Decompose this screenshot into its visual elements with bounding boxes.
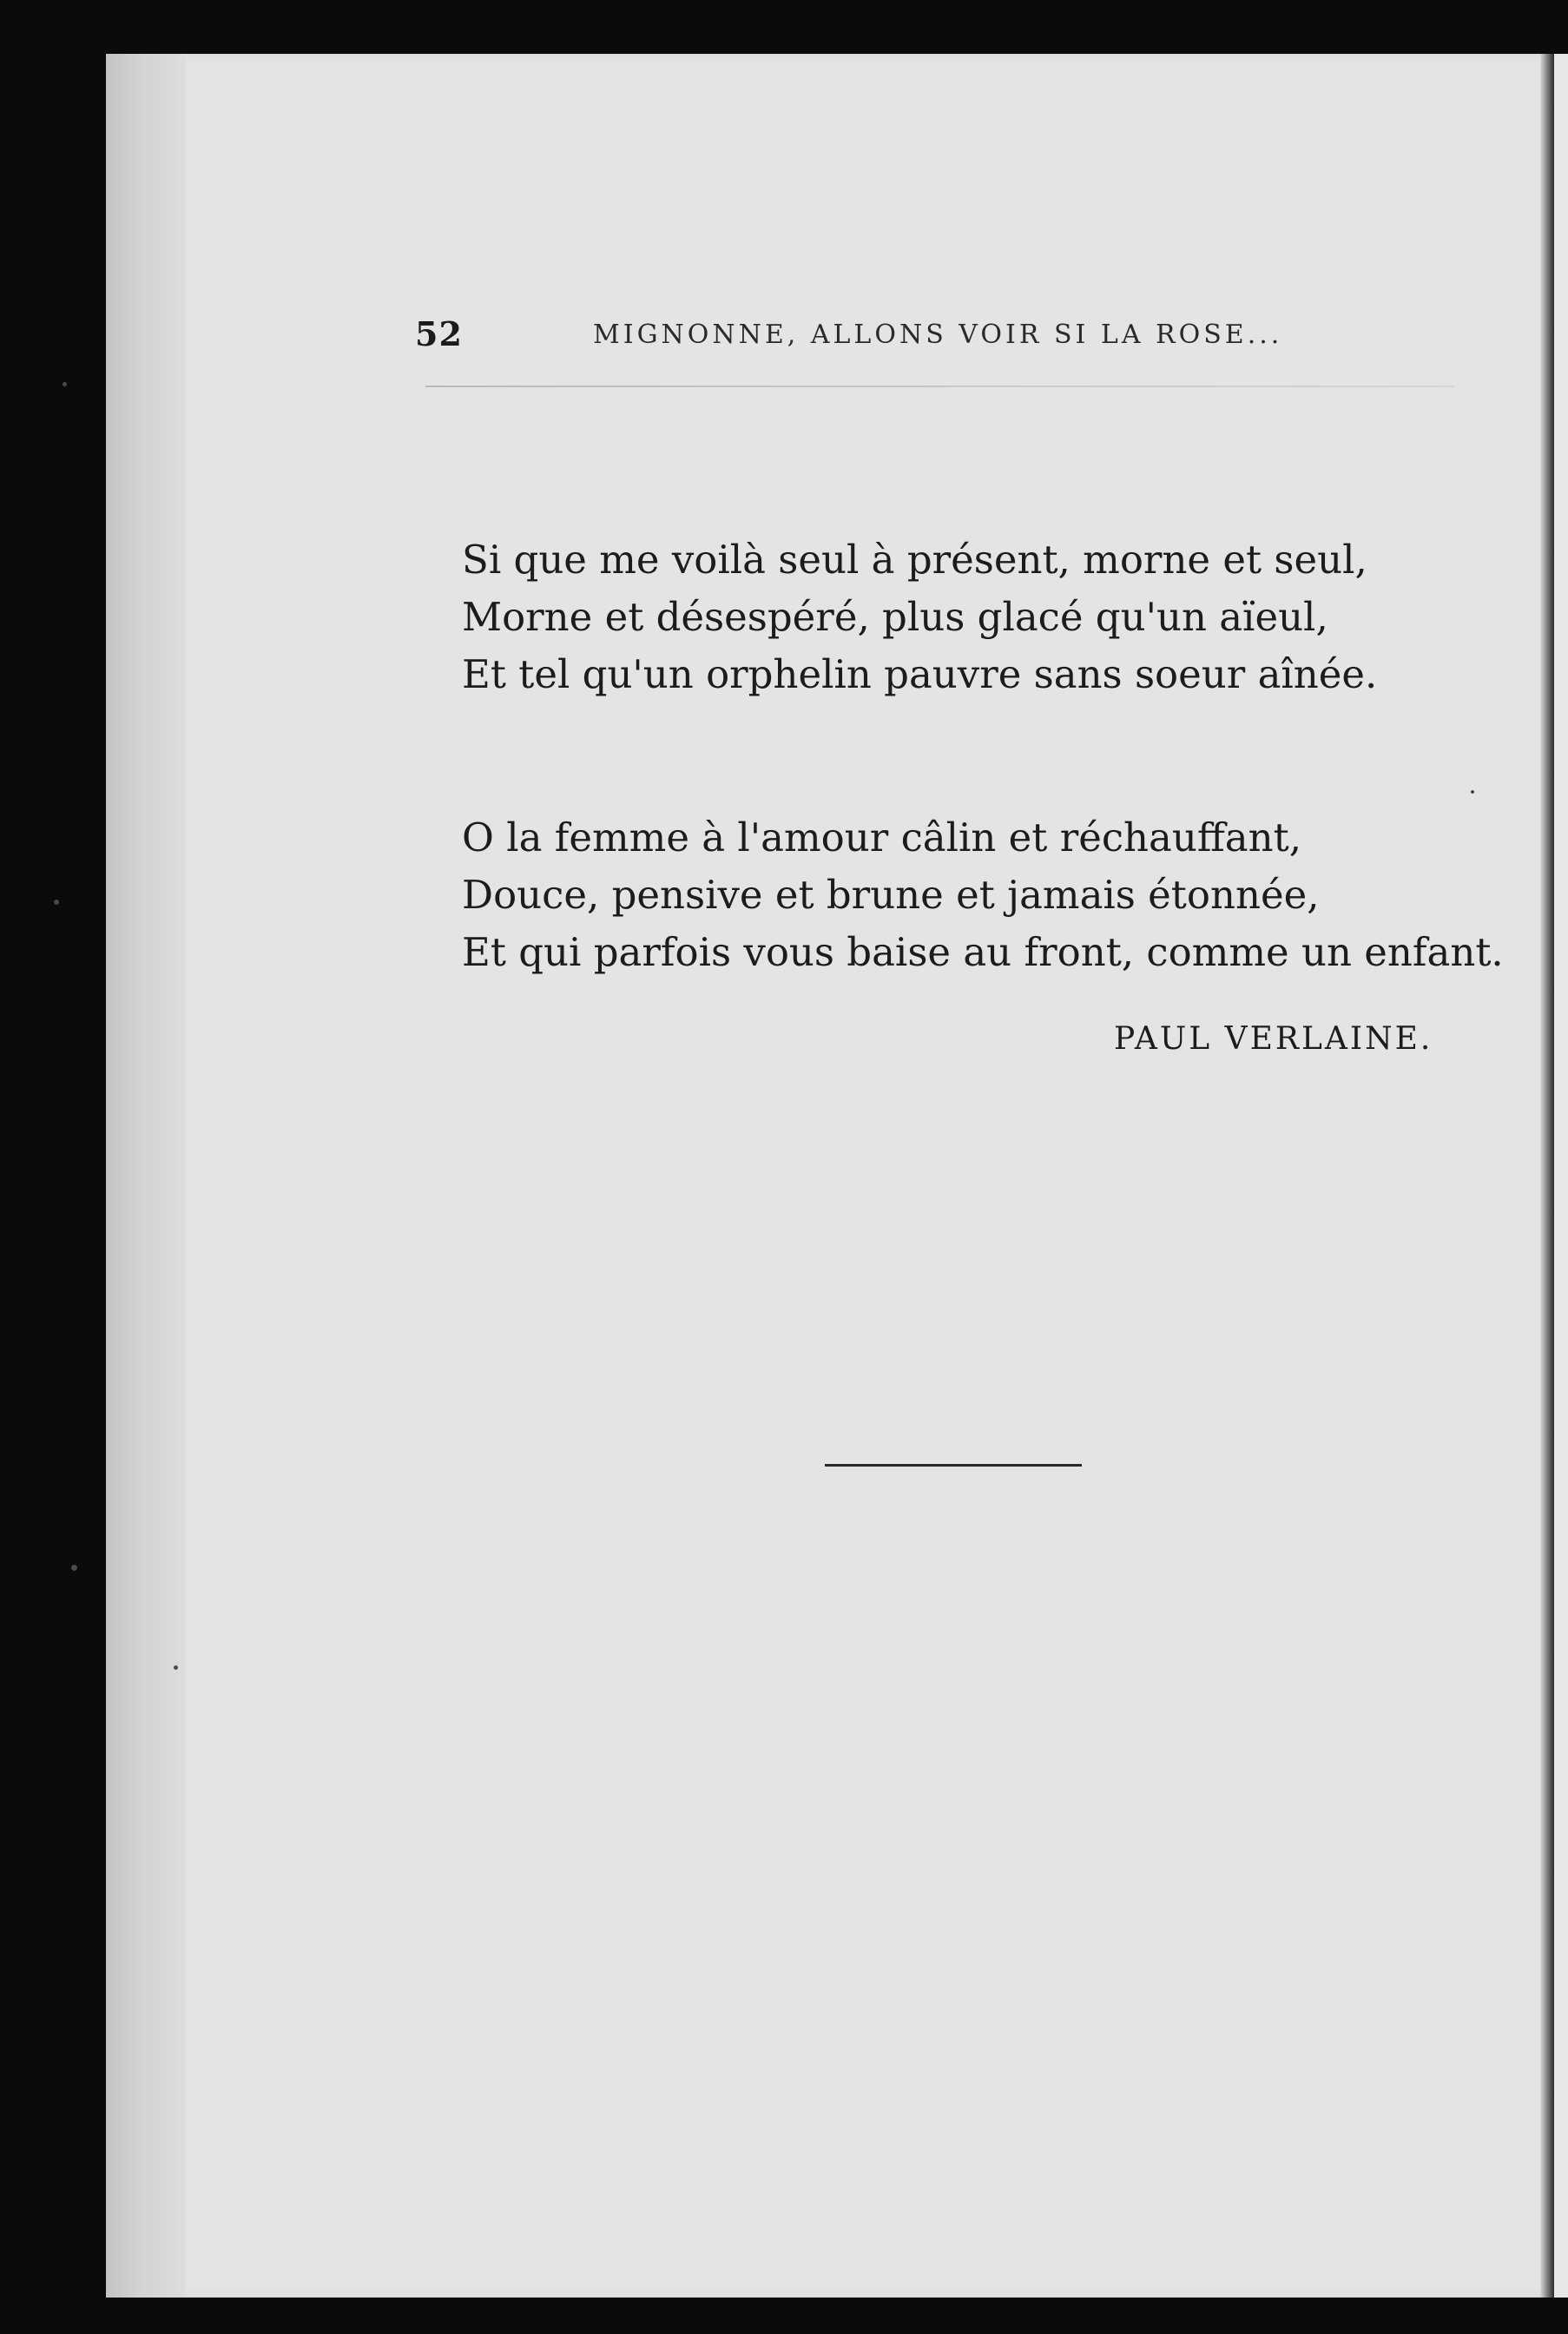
running-title: MIGNONNE, ALLONS VOIR SI LA ROSE... <box>593 320 1283 350</box>
book-page <box>106 54 1554 2298</box>
poem-line: O la femme à l'amour câlin et réchauffant, <box>462 814 1301 860</box>
poem-line: Douce, pensive et brune et jamais étonnée, <box>462 872 1320 918</box>
poem-stanza-1 <box>462 531 1504 703</box>
poem-line: Morne et désespéré, plus glacé qu'un aïeul, <box>462 594 1328 640</box>
poem-line: Et tel qu'un orphelin pauvre sans soeur aînée. <box>462 651 1378 697</box>
scan-speck <box>174 1665 178 1670</box>
header-rule <box>425 386 1454 387</box>
scan-speck <box>71 1565 77 1571</box>
scan-speck <box>63 382 67 386</box>
page-right-edge <box>1540 54 1554 2298</box>
end-of-poem-rule <box>825 1464 1082 1467</box>
scan-speck <box>1471 790 1474 794</box>
page-binding-shadow <box>106 54 186 2298</box>
running-head <box>415 314 1457 366</box>
poem-line: Si que me voilà seul à présent, morne et seul, <box>462 537 1367 583</box>
author-signature: PAUL VERLAINE. <box>1114 1021 1433 1057</box>
page-number: 52 <box>415 314 463 353</box>
poem-line: Et qui parfois vous baise au front, comme un enfant. <box>462 929 1504 975</box>
poem-stanza-2 <box>462 809 1504 981</box>
adjacent-page-edge <box>1554 54 1568 2298</box>
scan-speck <box>54 900 59 905</box>
